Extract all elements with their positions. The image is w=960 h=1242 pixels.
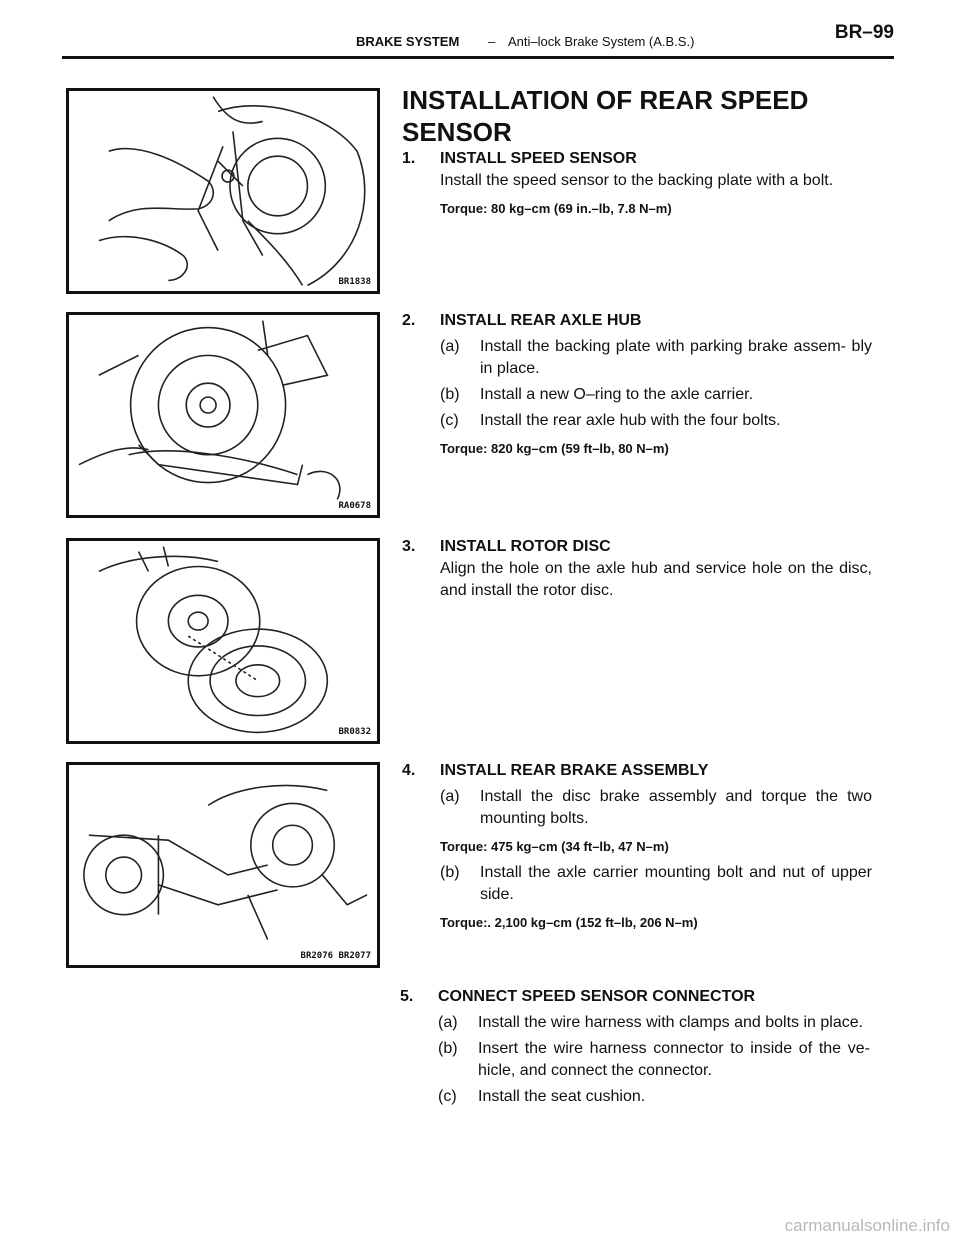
substep: [400, 1086, 870, 1108]
step-number: 1.: [402, 150, 416, 167]
substep-letter: (c): [438, 1088, 457, 1105]
torque-spec: Torque:. 2,100 kg–cm (152 ft–lb, 206 N–m): [440, 915, 698, 930]
substep-letter: (b): [438, 1040, 458, 1057]
watermark-text: carmanualsonline.info: [784, 1216, 950, 1235]
substep-letter: (c): [440, 412, 459, 429]
rear-brake-assembly-illustration: [69, 765, 377, 965]
substep-letter: (a): [438, 1014, 458, 1031]
header-separator: –: [488, 34, 496, 49]
substep-letter: (b): [440, 386, 460, 403]
substep-letter: (b): [440, 864, 460, 881]
step-number: 4.: [402, 762, 416, 779]
figure-rear-axle-hub: [66, 312, 380, 518]
torque-spec: Torque: 80 kg–cm (69 in.–lb, 7.8 N–m): [440, 201, 672, 216]
substep: [400, 1012, 870, 1034]
page-number: BR–99: [834, 22, 894, 43]
torque-spec: Torque: 475 kg–cm (34 ft–lb, 47 N–m): [440, 839, 669, 854]
speed-sensor-illustration: [69, 91, 377, 291]
step-body: Align the hole on the axle hub and service hole on the disc, and install the rotor disc.: [440, 560, 872, 599]
step-5: [400, 986, 870, 1108]
figure-speed-sensor: [66, 88, 380, 294]
step-title-text: CONNECT SPEED SENSOR CONNECTOR: [438, 988, 756, 1005]
substep: [402, 786, 872, 830]
step-title-text: INSTALL REAR BRAKE ASSEMBLY: [440, 762, 709, 779]
header-rule: [62, 56, 894, 59]
substep-text: Install the seat cushion.: [478, 1088, 646, 1105]
substep-letter: (a): [440, 338, 460, 355]
step-title-text: INSTALL ROTOR DISC: [440, 538, 611, 555]
substep: [402, 384, 872, 406]
section-heading-line-2: SENSOR: [402, 117, 512, 147]
step-title: [402, 760, 872, 782]
step-1: [402, 148, 872, 220]
substep-text: Install the wire harness with clamps and bolts in place.: [478, 1014, 864, 1031]
step-number: 3.: [402, 538, 416, 555]
step-title: [402, 310, 872, 332]
section-heading: [402, 84, 882, 148]
substep-letter: (a): [440, 788, 460, 805]
header-subsection-title: Anti–lock Brake System (A.B.S.): [508, 34, 695, 49]
substep: [402, 410, 872, 432]
substep-text: Install the backing plate with parking brake assem- bly in place.: [480, 338, 872, 377]
step-body: Install the speed sensor to the backing plate with a bolt.: [440, 172, 834, 189]
figure-code: BR1838: [338, 277, 371, 287]
substep-text: Install the rear axle hub with the four bolts.: [480, 412, 781, 429]
step-2: [402, 310, 872, 460]
step-number: 5.: [400, 988, 414, 1005]
figure-code: RA0678: [338, 501, 371, 511]
substep: [400, 1038, 870, 1082]
step-4: [402, 760, 872, 934]
substep-text: Insert the wire harness connector to inside of the ve- hicle, and connect the connector.: [478, 1040, 870, 1079]
step-title: [400, 986, 870, 1008]
header-section-title: BRAKE SYSTEM: [356, 34, 460, 49]
rear-axle-hub-illustration: [69, 315, 377, 515]
section-heading-line-1: INSTALLATION OF REAR SPEED: [402, 85, 809, 115]
rotor-disc-illustration: [69, 541, 377, 741]
step-title-text: INSTALL SPEED SENSOR: [440, 150, 637, 167]
step-3: [402, 536, 872, 602]
substep-text: Install the axle carrier mounting bolt and nut of upper side.: [480, 864, 872, 903]
step-number: 2.: [402, 312, 416, 329]
figure-rotor-disc: [66, 538, 380, 744]
torque-spec: Torque: 820 kg–cm (59 ft–lb, 80 N–m): [440, 441, 669, 456]
figure-code: BR0832: [338, 727, 371, 737]
step-title: [402, 148, 872, 170]
figure-code: BR2076 BR2077: [300, 951, 371, 961]
step-title: [402, 536, 872, 558]
substep-text: Install the disc brake assembly and torque the two mounting bolts.: [480, 788, 872, 827]
step-title-text: INSTALL REAR AXLE HUB: [440, 312, 642, 329]
substep: [402, 336, 872, 380]
figure-rear-brake-assembly: [66, 762, 380, 968]
substep-text: Install a new O–ring to the axle carrier.: [480, 386, 754, 403]
substep: [402, 862, 872, 906]
